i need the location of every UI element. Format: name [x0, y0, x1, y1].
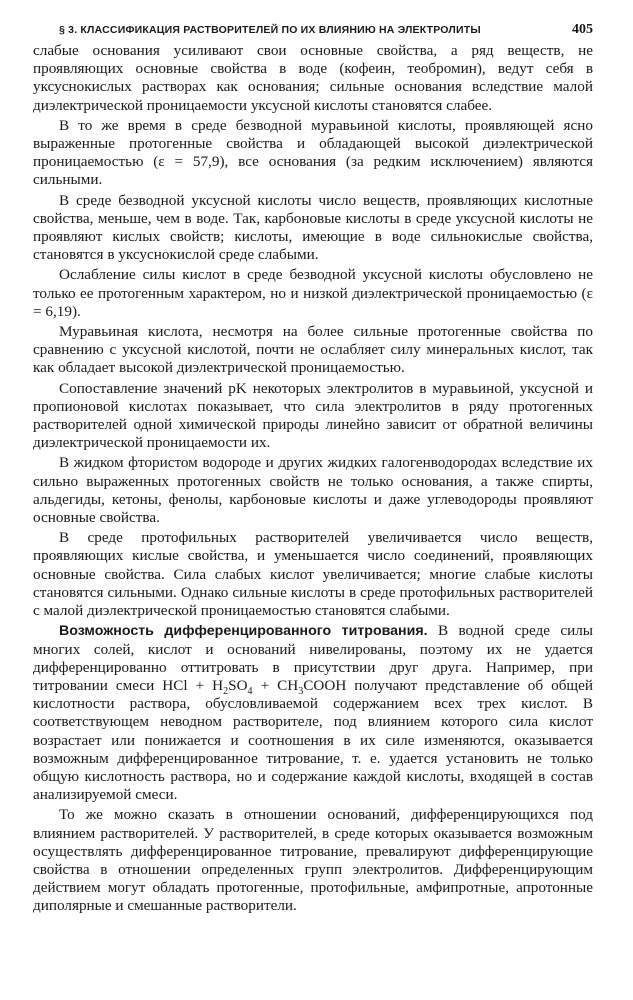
paragraph-6: Сопоставление значений pK некоторых электролитов в муравьиной, уксусной и пропионовой кислотах показывает, что сила электролитов в ряду протогенных растворителей одной химической природы линейно зависит от обратной величины диэлектрической проницаемости их.: [33, 379, 593, 452]
section-title: § 3. КЛАССИФИКАЦИЯ РАСТВОРИТЕЛЕЙ ПО ИХ ВЛИЯНИЮ НА ЭЛЕКТРОЛИТЫ: [59, 24, 481, 36]
paragraph-1: слабые основания усиливают свои основные свойства, а ряд веществ, не проявляющих основные свойства в воде (кофеин, теобромин), ведут себя в уксуснокислых растворах как основания; сильные основания вследствие малой диэлектрической проницаемости уксусной кислоты становятся слабее.: [33, 42, 593, 114]
paragraph-7: В жидком фтористом водороде и других жидких галогенводородах вследствие их сильно выраженных протогенных свойств не только основания, а также спирты, альдегиды, кетоны, фенолы, карбоновые кислоты и даже углеводороды проявляют основные свойства.: [33, 454, 593, 527]
paragraph-2: В то же время в среде безводной муравьиной кислоты, проявляющей ясно выраженные протогенные свойства и обладающей высокой диэлектрической проницаемостью (ε = 57,9), все основания (за редким исключением) являются сильными.: [33, 116, 593, 189]
paragraph-9-text-c: + CH: [252, 676, 299, 694]
book-page: [33, 22, 593, 916]
subscript-4: 4: [247, 685, 253, 697]
paragraph-9-text-a: В водной среде силы многих солей, кислот и оснований нивелированы, поэтому их не удается дифференцированно оттитровать в присутствии друг друга. Например, при титровании смеси HCl + H: [33, 622, 593, 694]
page-number: 405: [572, 22, 593, 37]
paragraph-10: То же можно сказать в отношении оснований, дифференцирующихся под влиянием растворителей. У растворителей, в среде которых оказывается возможным осуществлять дифференцированное титрование, превалируют дифференцирующие свойства в отношении определенных групп электролитов. Дифференцирующим действием могут обладать протогенные, протофильные, амфипротные, апротонные диполярные и смешанные растворители.: [33, 806, 593, 915]
run-in-heading: Возможность дифференцированного титрования.: [59, 623, 428, 640]
paragraph-8: В среде протофильных растворителей увеличивается число веществ, проявляющих кислые свойства, и уменьшается число соединений, проявляющих основные свойства. Сила слабых кислот увеличивается; многие слабые кислоты становятся сильными. Однако сильные кислоты в среде протофильных растворителей с малой диэлектрической проницаемостью становятся слабыми.: [33, 529, 593, 620]
running-header: [33, 22, 593, 38]
paragraph-9-text-d: COOH получают представление об общей кислотности раствора, обусловливаемой содержанием всех трех кислот. В соответствующем неводном растворителе, под влиянием которого сила кислот возрастает или понижается и соотношения в их силе изменяются, оказывается возможным дифференцированное титрование, т. е. удается установить не только общую кислотность раствора, но и содержание каждой кислоты, входящей в состав анализируемой смеси.: [33, 676, 593, 804]
paragraph-4: Ослабление силы кислот в среде безводной уксусной кислоты обусловлено не только ее протогенным характером, но и низкой диэлектрической проницаемостью (ε = 6,19).: [33, 266, 593, 320]
subscript-2: 2: [223, 685, 229, 697]
subscript-3: 3: [298, 685, 304, 697]
paragraph-3: В среде безводной уксусной кислоты число веществ, проявляющих кислотные свойства, меньше, чем в воде. Так, карбоновые кислоты в среде уксусной кислоты не проявляют кислых свойств; кислоты, имеющие в воде сильнокислые свойства, становятся в уксуснокислой среде слабыми.: [33, 191, 593, 264]
paragraph-5: Муравьиная кислота, несмотря на более сильные протогенные свойства по сравнению с уксусной кислотой, почти не ослабляет силу минеральных кислот, так как обладает высокой диэлектрической проницаемостью.: [33, 323, 593, 377]
paragraph-9-text-b: SO: [228, 676, 248, 694]
body-text: [33, 42, 593, 916]
paragraph-9: [33, 622, 593, 804]
